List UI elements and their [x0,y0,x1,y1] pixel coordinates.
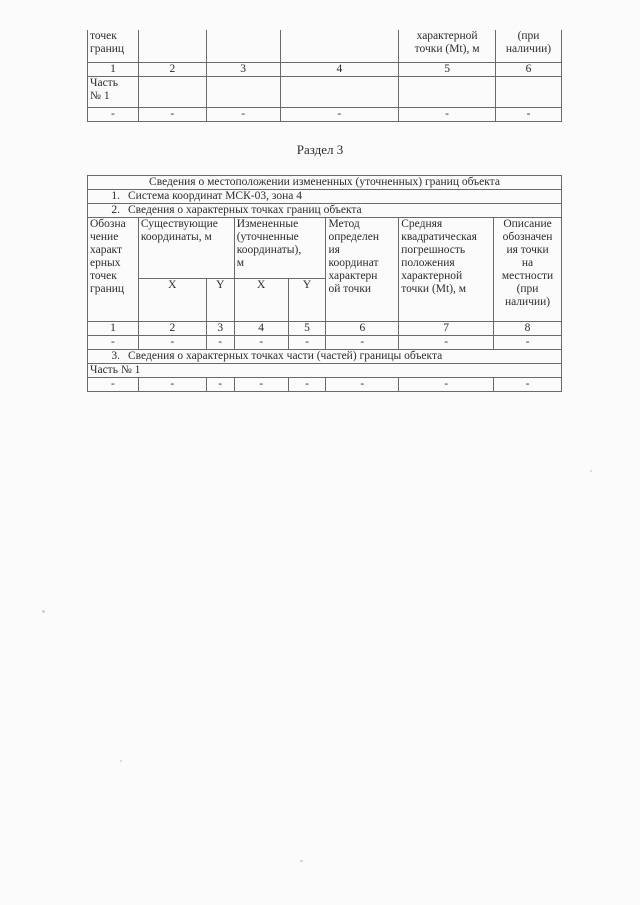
list-item [88,190,562,204]
table-cell: 6 [496,63,562,77]
table-cell: - [138,378,206,392]
table-cell: 3 [206,322,234,336]
table-row [88,108,562,122]
table-cell: 4 [234,322,288,336]
col-designation-header: Обозна чение характ ерных точек границ [88,218,139,322]
table-cell: - [88,336,139,350]
item-text: Система координат МСК-03, зона 4 [128,190,302,202]
table-cell: - [288,378,326,392]
table-cell: 5 [288,322,326,336]
part-label: Часть № 1 [88,77,139,108]
table-cell: - [206,108,280,122]
table-cell [206,77,280,108]
scan-speck [300,860,303,862]
x-header: X [234,279,288,322]
table-cell: 5 [399,63,496,77]
col-accuracy-header: Средняя квадратическая погрешность положения характерной точки (Mt), м [399,218,494,322]
part-label: Часть № 1 [88,364,562,378]
table-cell: - [234,378,288,392]
table-cell: - [88,108,139,122]
table-cell: 2 [138,63,206,77]
table-cell: - [494,378,562,392]
table-cell [138,77,206,108]
changed-boundaries-table [87,175,562,392]
scan-speck [590,470,592,472]
item-text: Сведения о характерных точках части (частей) границы объекта [128,350,443,362]
table-cell: - [280,108,399,122]
item-2 [88,204,562,218]
y-header: Y [288,279,326,322]
item-text: Сведения о характерных точках границ объекта [128,204,362,216]
table-row [88,378,562,392]
table-cell: 1 [88,63,139,77]
table-header-row [88,218,562,279]
header-cell: характерной точки (Mt), м [399,30,496,63]
table-row [88,63,562,77]
table-cell: - [288,336,326,350]
table-cell: 4 [280,63,399,77]
table-cell: 7 [399,322,494,336]
col-changed-header: Измененные (уточненные координаты), м [234,218,326,279]
item-number: 3. [111,350,120,362]
table-row [88,77,562,108]
table-cell: - [138,108,206,122]
list-item [88,204,562,218]
table-row [88,364,562,378]
col-method-header: Метод определен ия координат характерн ой точки [326,218,399,322]
table-cell: - [399,378,494,392]
continued-points-table [87,30,562,122]
table-cell: - [88,378,139,392]
table-cell: - [494,336,562,350]
table-cell: - [399,108,496,122]
table-cell: 3 [206,63,280,77]
table-cell: - [326,378,399,392]
table-cell: 6 [326,322,399,336]
scan-speck [42,610,45,613]
table-row [88,336,562,350]
table-cell: - [496,108,562,122]
header-cell [206,30,280,63]
scan-speck [120,760,122,762]
list-item [88,350,562,364]
item-number: 1. [111,190,120,202]
col-description-header: Описание обозначен ия точки на местности (при наличии) [494,218,562,322]
col-existing-header: Существующие координаты, м [138,218,234,279]
table-cell: 2 [138,322,206,336]
table-cell: - [138,336,206,350]
table-cell: - [206,336,234,350]
header-cell [138,30,206,63]
table-header-row [88,30,562,63]
table-cell: - [399,336,494,350]
table-cell: - [206,378,234,392]
item-number: 2. [111,204,120,216]
table-cell: 8 [494,322,562,336]
header-cell: точек границ [88,30,139,63]
table-cell: 1 [88,322,139,336]
y-header: Y [206,279,234,322]
table-cell [496,77,562,108]
table-cell: - [234,336,288,350]
header-cell: (при наличии) [496,30,562,63]
x-header: X [138,279,206,322]
section-title: Раздел 3 [296,142,344,157]
table-row [88,322,562,336]
item-1 [88,190,562,204]
table-title-row [88,176,562,190]
table-cell [280,77,399,108]
item-3 [88,350,562,364]
table-cell: - [326,336,399,350]
table-cell [399,77,496,108]
header-cell [280,30,399,63]
table-title: Сведения о местоположении измененных (уточненных) границ объекта [88,176,562,190]
